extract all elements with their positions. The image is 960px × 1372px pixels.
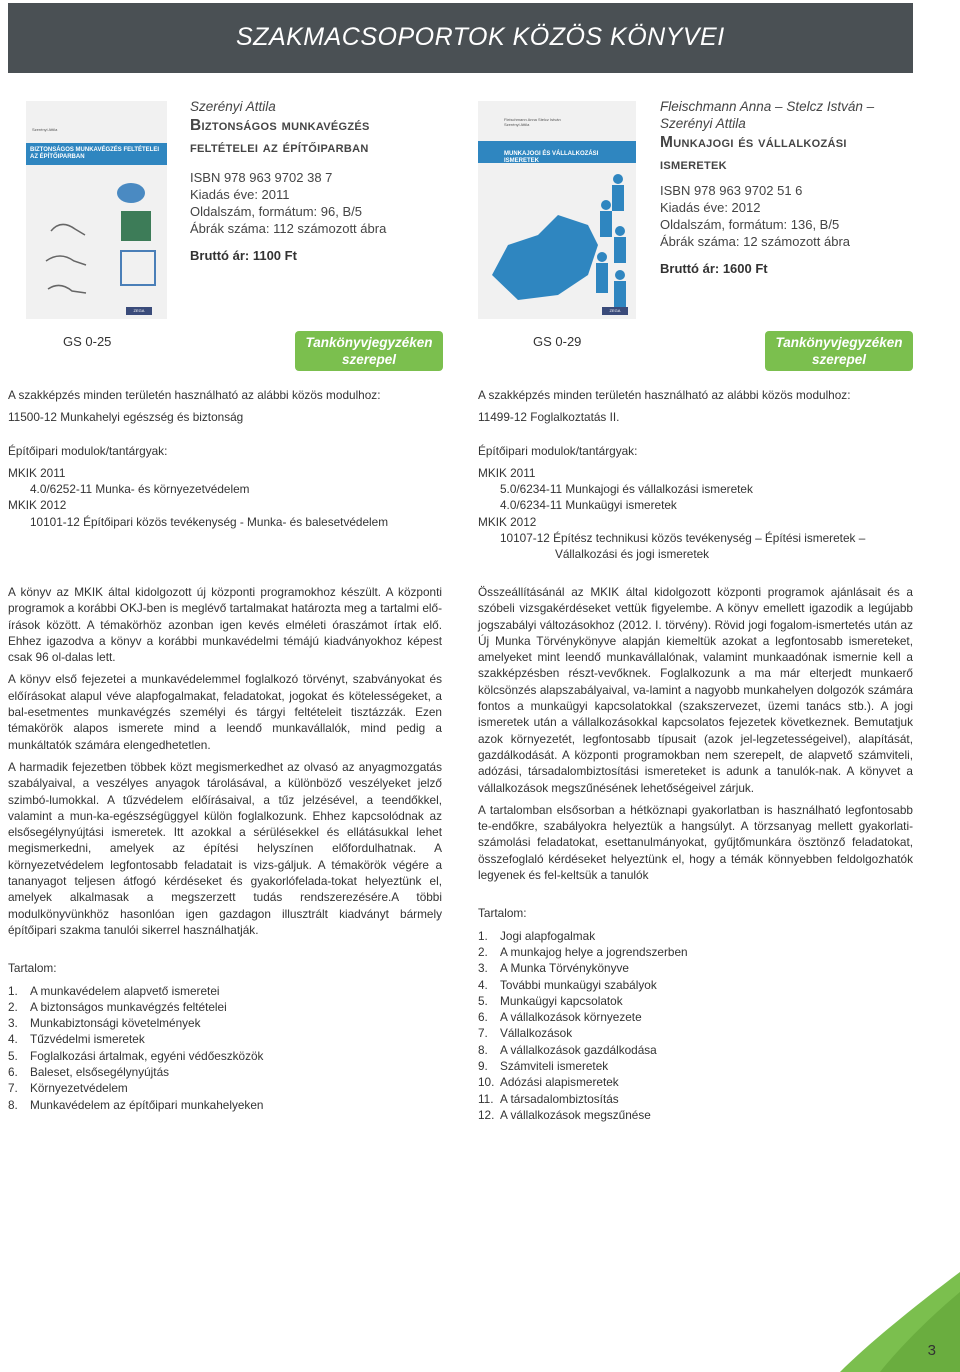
paragraph: A tartalomban elsősorban a hétköznapi gyakorlatban is használható legfontosabb te-endőkre, szabályokra helyeztük a hangsúlyt. A törzsanyag mellett gyakorlati-számolási feladatokat, esettanulmányokat, gyűjtőmunkára ösztönző feladatokat, összefoglaló kérdéseket helyeztünk el, hogy a témák könnyebben feldolgozhatók legyenek és fel-keltsük a tanulók — [478, 802, 913, 883]
contents-item-text: Adózási alapismeretek — [500, 1075, 619, 1090]
mkik-2012-item: 10101-12 Építőipari közös tevékenység - Munka- és balesetvédelem — [30, 514, 389, 529]
left-modules — [8, 387, 448, 530]
contents-item — [478, 1009, 913, 1025]
cover-title: BIZTONSÁGOS MUNKAVÉGZÉS FELTÉTELEI AZ ÉPÍTŐIPARBAN — [30, 147, 160, 160]
book-year: Kiadás éve: 2012 — [660, 200, 761, 215]
right-modules — [478, 387, 918, 563]
contents-item-text: Számviteli ismeretek — [500, 1059, 609, 1074]
contents-item-text: Foglalkozási ártalmak, egyéni védőeszközök — [30, 1048, 264, 1063]
cover-illustration — [26, 171, 167, 311]
book-figures: Ábrák száma: 112 számozott ábra — [190, 221, 387, 236]
contents-item-number: 1. — [8, 983, 18, 998]
cover-logo: ZEGA — [602, 307, 628, 315]
contents-item — [478, 1042, 913, 1058]
page-header — [8, 3, 913, 73]
contents-item-number: 9. — [478, 1059, 488, 1074]
book-price: Bruttó ár: 1100 Ft — [190, 248, 297, 263]
contents-item-text: Munkavédelem az építőipari munkahelyeken — [30, 1097, 264, 1112]
page-corner-decoration — [830, 1272, 960, 1372]
contents-item — [478, 1058, 913, 1074]
contents-item-number: 4. — [478, 977, 488, 992]
contents-item-text: A munkavédelem alapvető ismeretei — [30, 983, 220, 998]
book-title-line1: Munkajogi és vállalkozási — [660, 134, 847, 151]
contents-item — [478, 944, 913, 960]
sub-heading: Építőipari modulok/tantárgyak: — [478, 443, 638, 458]
mkik-2012-item: 10107-12 Építész technikusi közös tevékenység – Építési ismeretek – — [500, 531, 866, 546]
contents-item — [8, 1080, 442, 1096]
right-textbook-badge — [765, 331, 913, 371]
mkik-2012: MKIK 2012 — [478, 514, 537, 529]
mkik-2012: MKIK 2012 — [8, 498, 67, 513]
contents-item-number: 7. — [8, 1081, 18, 1096]
contents-item-text: A munkajog helye a jogrendszerben — [500, 944, 688, 959]
module-name: 11500-12 Munkahelyi egészség és biztonság — [8, 410, 244, 425]
contents-item-number: 3. — [478, 961, 488, 976]
book-isbn: ISBN 978 963 9702 38 7 — [190, 170, 333, 185]
contents-item-text: Munkabiztonsági követelmények — [30, 1016, 201, 1031]
contents-item-text: Jogi alapfogalmak — [500, 928, 596, 943]
modules-intro: A szakképzés minden területén használható az alábbi közös modulhoz: — [478, 388, 851, 402]
contents-item — [478, 960, 913, 976]
contents-item-number: 6. — [478, 1010, 488, 1025]
contents-item-number: 6. — [8, 1065, 18, 1080]
paragraph: A könyv az MKIK által kidolgozott új központi programokhoz készült. A központi programok a korábbi OKJ-ben is meglévő tartalmakat határozta meg a tartalmi elő-írások között. A témakörhöz azonban igen kevés elméleti óraszámot írtak elő. Ehhez igazodva a könyv a korábbi munkavédelmi témájú kiadványokhoz képest csak 96 ol-dalas lett. — [8, 585, 442, 665]
mkik-2012-item-cont: Vállalkozási és jogi ismeretek — [555, 547, 710, 562]
right-description — [478, 584, 913, 1123]
mkik-2011-item1: 5.0/6234-11 Munkajogi és vállalkozási ismeretek — [500, 482, 753, 497]
contents-item-text: Vállalkozások — [500, 1026, 573, 1041]
book-title-line2: feltételei az építőiparban — [190, 139, 369, 156]
contents-item — [8, 1048, 442, 1064]
book-author: Szerényi Attila — [190, 99, 276, 114]
page-title: SZAKMACSOPORTOK KÖZÖS KÖNYVEI — [236, 23, 725, 51]
left-book-code: GS 0-25 — [63, 334, 112, 349]
contents-item-number: 1. — [478, 928, 488, 943]
badge-line2: szerepel — [341, 352, 397, 367]
contents-item — [8, 1031, 442, 1047]
contents-item-number: 5. — [478, 993, 488, 1008]
cover-title: MUNKAJOGI ÉS VÁLLALKOZÁSI ISMERETEK — [504, 151, 599, 164]
contents-item — [8, 1064, 442, 1080]
contents-item — [478, 928, 913, 944]
left-book-info — [190, 98, 460, 264]
contents-list — [478, 928, 913, 1124]
modules-intro: A szakképzés minden területén használható az alábbi közös modulhoz: — [8, 388, 381, 402]
contents-item — [8, 999, 442, 1015]
contents-item — [8, 983, 442, 999]
paragraph: A könyv első fejezetei a munkavédelemmel foglalkozó törvényt, szabványokat és előírásokat alapul véve alapfogalmakat, feladatokat, jogokat és kötelességeket, a bal-esetmentes munkavégzés személyi és tárgyi feltételeit tisztázzák. Ezen témakörök alapos ismerete mind a leendő munkavállalók, mind pedig a munkáltatók számára elengedhetetlen. — [8, 672, 442, 752]
mkik-2011: MKIK 2011 — [8, 465, 66, 480]
contents-item-number: 2. — [478, 944, 488, 959]
left-textbook-badge — [295, 331, 443, 371]
contents-item — [478, 977, 913, 993]
contents-list — [8, 983, 442, 1113]
left-description — [8, 584, 442, 1113]
book-author-line1: Fleischmann Anna – Stelcz István – — [660, 99, 875, 114]
cover-logo: ZEGA — [126, 307, 152, 315]
contents-item-number: 8. — [8, 1097, 18, 1112]
contents-item — [478, 993, 913, 1009]
book-isbn: ISBN 978 963 9702 51 6 — [660, 183, 803, 198]
left-book-cover — [26, 101, 167, 319]
contents-item-text: A vállalkozások környezete — [500, 1010, 642, 1025]
contents-item — [478, 1074, 913, 1090]
mkik-2011-item: 4.0/6252-11 Munka- és környezetvédelem — [30, 482, 250, 497]
module-name: 11499-12 Foglalkoztatás II. — [478, 410, 620, 425]
contents-item-number: 10. — [478, 1075, 495, 1090]
contents-item-text: A biztonságos munkavégzés feltételei — [30, 999, 227, 1014]
cover-authors: Fleischmann Anna Stelcz István Szerényi Attila — [504, 117, 561, 127]
contents-item-number: 5. — [8, 1048, 18, 1063]
contents-item-text: A vállalkozások megszűnése — [500, 1107, 651, 1122]
page-number: 3 — [927, 1342, 936, 1359]
contents-title: Tartalom: — [478, 906, 527, 921]
badge-line2: szerepel — [811, 352, 867, 367]
cover-author: Szerényi Attila — [32, 127, 58, 132]
mkik-2011-item2: 4.0/6234-11 Munkaügyi ismeretek — [500, 498, 677, 513]
contents-item-text: A vállalkozások gazdálkodása — [500, 1042, 657, 1057]
contents-item — [8, 1015, 442, 1031]
right-book-code: GS 0-29 — [533, 334, 582, 349]
badge-line1: Tankönyvjegyzéken — [305, 335, 433, 350]
contents-item-text: Tűzvédelmi ismeretek — [30, 1032, 145, 1047]
contents-item-number: 3. — [8, 1016, 18, 1031]
paragraph: A harmadik fejezetben többek közt megismerkedhet az olvasó az anyagmozgatás szabályaival, a veszélyes anyagok tárolásával, a különböző veszélyeket jelző szimbó-lumokkal. A tűzvédelem előírásaival, a tűz jelzésével, a teendőkkel, valamint a mun-ka-egészségüggyel külön foglalkozunk. Ehhez kapcsolódnak az elsősegélynyújtási ismeretek. Itt azokkal a sérülésekkel és ellátásukkal lehet megismerkedni, amelyek az építési helyszínen előfordulhatnak. A környezetvédelem legfontosabb feladatait is vizs-gáljuk. A témakörök végére a tananyagot teljesen átfogó kérdéseket és gyakorlófelada-tokat helyeztünk el, amelyek alkalmasak a megszerzett tudás rendszerezésére.A többi modulkönyvünkhöz hasonlóan igen gazdagon illusztrált kiadványt bármely építőipari szakma tanulói sikerrel használhatják. — [8, 759, 442, 937]
book-author-line2: Szerényi Attila — [660, 116, 746, 131]
contents-item-text: Környezetvédelem — [30, 1081, 128, 1096]
contents-item — [478, 1091, 913, 1107]
cover-illustration — [478, 165, 636, 315]
contents-item-number: 2. — [8, 999, 18, 1014]
contents-item-text: További munkaügyi szabályok — [500, 977, 657, 992]
contents-item-text: A társadalombiztosítás — [500, 1091, 619, 1106]
contents-item-number: 7. — [478, 1026, 488, 1041]
contents-item-text: Baleset, elsősegélynyújtás — [30, 1065, 170, 1080]
contents-item-text: A Munka Törvénykönyve — [500, 961, 629, 976]
book-title-line1: Biztonságos munkavégzés — [190, 117, 370, 134]
contents-item-number: 4. — [8, 1032, 18, 1047]
contents-item-number: 11. — [478, 1091, 494, 1106]
contents-item — [478, 1025, 913, 1041]
book-title-line2: ismeretek — [660, 156, 727, 173]
book-pages: Oldalszám, formátum: 136, B/5 — [660, 217, 840, 232]
book-pages: Oldalszám, formátum: 96, B/5 — [190, 204, 362, 219]
right-book-cover — [478, 101, 636, 319]
contents-item — [8, 1097, 442, 1113]
mkik-2011: MKIK 2011 — [478, 465, 536, 480]
contents-item-number: 12. — [478, 1107, 495, 1122]
book-figures: Ábrák száma: 12 számozott ábra — [660, 234, 851, 249]
contents-item-text: Munkaügyi kapcsolatok — [500, 993, 623, 1008]
badge-line1: Tankönyvjegyzéken — [775, 335, 903, 350]
right-book-info — [660, 98, 920, 277]
contents-item-number: 8. — [478, 1042, 488, 1057]
contents-title: Tartalom: — [8, 961, 57, 976]
sub-heading: Építőipari modulok/tantárgyak: — [8, 443, 168, 458]
paragraph: Összeállításánál az MKIK által kidolgozott központi programok ajánlásait és a szóbeli vizsgakérdéseket vettük figyelembe. A könyv emellett igazodik a legújabb jogszabályi változásokhoz (2012. I. törvény). Rövid jogi fogalom-ismertetés után az Új Munka Törvénykönyve alapján kiemeltük azokat a legfontosabb ismereteket, amelyeket mint leendő munkavállalónak, valamint munkaadónak ismernie kell a szakképzésben részt-vevőknek. Foglalkozunk a ma már elterjedt munkaerő kölcsönzés alapszabályaival, va-lamint a nagyobb munkahelyen dolgozók számára fontos a munkaügyi kapcsolatokkal (szakszervezet, üzemi tanács stb.). A jogi ismeretek után a vállalkozásokkal kapcsolatos fejezetek következnek. Bemutatjuk azok környezetét, legfontosabb típusait (azok jel-legzetességeivel), alapítását, gazdálkodását. A központi programokban nem szerepelt, de alapvető számviteli, adózási, társadalombiztosítási ismereteket is adunk a tanulók-nak. A könyvet a vállalkozások megszűnésének lehetőségeivel zárjuk. — [478, 585, 913, 795]
book-year: Kiadás éve: 2011 — [190, 187, 290, 202]
contents-item — [478, 1107, 913, 1123]
book-price: Bruttó ár: 1600 Ft — [660, 261, 768, 276]
